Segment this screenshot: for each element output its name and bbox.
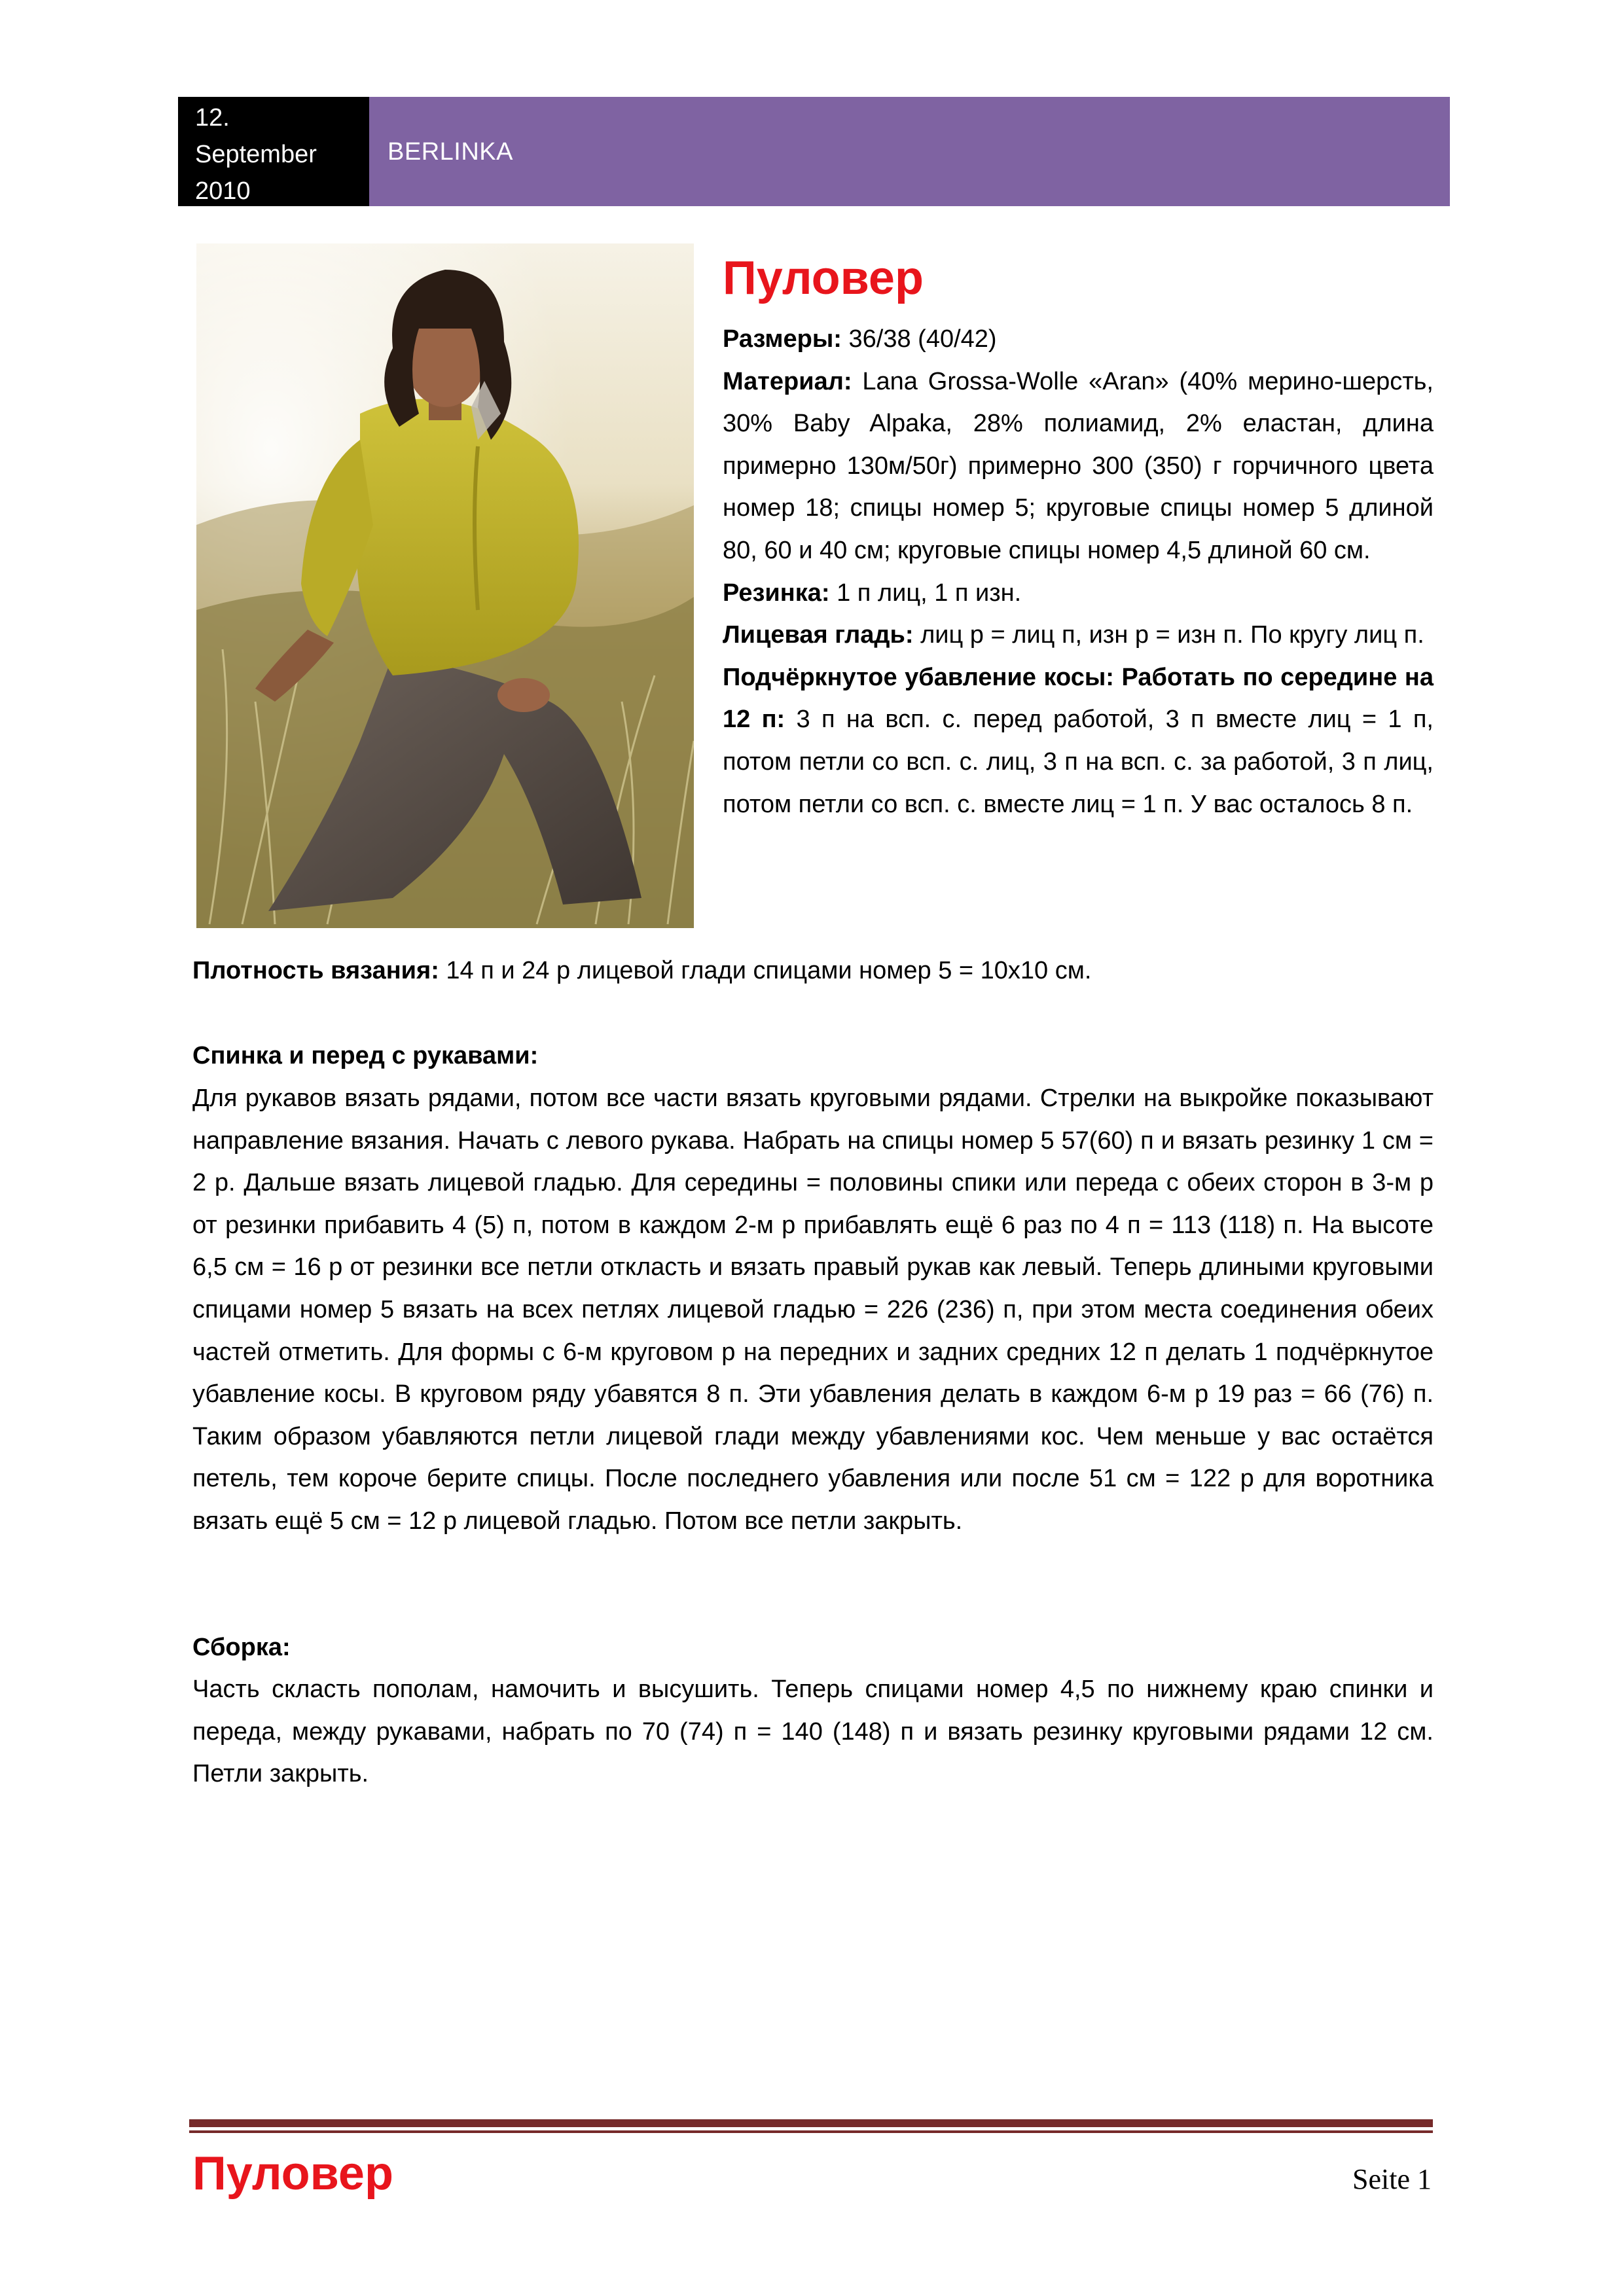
rib-value: 1 п лиц, 1 п изн. xyxy=(829,579,1022,607)
stockinette-label: Лицевая гладь: xyxy=(723,621,914,649)
rib-line xyxy=(723,572,1434,615)
footer-title: Пуловер xyxy=(192,2147,393,2200)
sizes-value: 36/38 (40/42) xyxy=(841,325,997,353)
date-day: 12. xyxy=(195,104,230,132)
assembly-body: Часть скласть пополам, намочить и высушить. Теперь спицами номер 4,5 по нижнему краю спинки и переда, между рукавами, набрать по 70 (74) п = 140 (148) п и вязать резинку круговыми рядами 12 см. Петли закрыть. xyxy=(192,1676,1434,1788)
stockinette-value: лиц р = лиц п, изн р = изн п. По кругу лиц п. xyxy=(913,621,1424,649)
footer-rule-thin xyxy=(189,2130,1433,2133)
cable-value: 3 п на всп. с. перед работой, 3 п вместе лиц = 1 п, потом петли со всп. с. лиц, 3 п на всп. с. за работой, 3 п лиц, потом петли со всп. с. вместе лиц = 1 п. У вас осталось 8 п. xyxy=(723,706,1434,818)
footer-rule-thick xyxy=(189,2119,1433,2127)
specs-block xyxy=(723,318,1434,825)
back-front-heading: Спинка и перед с рукавами: xyxy=(192,1042,539,1069)
header-brand: BERLINKA xyxy=(388,138,513,166)
sizes-label: Размеры: xyxy=(723,325,842,353)
density-line xyxy=(192,950,1434,992)
stockinette-line xyxy=(723,614,1434,656)
material-label: Материал: xyxy=(723,367,852,395)
material-value: Lana Grossa-Wolle «Aran» (40% мерино-шерсть, 30% Baby Alpaka, 28% полиамид, 2% еластан, длина примерно 130м/50г) примерно 300 (350) г горчичного цвета номер 18; спицы номер 5; круговые спицы номер 5 длиной 80, 60 и 40 см; круговые спицы номер 4,5 длиной 60 см. xyxy=(723,367,1434,564)
header-bar xyxy=(369,97,1450,206)
rib-label: Резинка: xyxy=(723,579,830,607)
page-title: Пуловер xyxy=(723,252,924,304)
density-label: Плотность вязания: xyxy=(192,957,439,984)
density-value: 14 п и 24 р лицевой глади спицами номер 5 = 10х10 см. xyxy=(439,957,1092,984)
material-line xyxy=(723,361,1434,572)
photo-woman-yellow-sweater xyxy=(196,243,694,928)
back-front-body: Для рукавов вязать рядами, потом все части вязать круговыми рядами. Стрелки на выкройке показывают направление вязания. Начать с левого рукава. Набрать на спицы номер 5 57(60) п и вязать резинку 1 см = 2 р. Дальше вязать лицевой гладью. Для середины = половины спики или переда с обеих сторон в 3-м р от резинки прибавить 4 (5) п, потом в каждом 2-м р прибавлять ещё 6 раз по 4 п = 113 (118) п. На высоте 6,5 см = 16 р от резинки все петли откласть и вязать правый рукав как левый. Теперь длиными круговыми спицами номер 5 вязать на всех петлях лицевой гладью = 226 (236) п, при этом места соединения обеих частей отметить. Для формы с 6-м круговом р на передних и задних средних 12 п делать 1 подчёркнутое убавление косы. В круговом ряду убавятся 8 п. Эти убавления делать в каждом 6-м р 19 раз = 66 (76) п. Таким образом убавляются петли лицевой глади между убавлениями кос. Чем меньше у вас остаётся петель, тем короче берите спицы. После последнего убавления или после 51 см = 122 р для воротника вязать ещё 5 см = 12 р лицевой гладью. Потом все петли закрыть. xyxy=(192,1085,1434,1535)
sizes-line xyxy=(723,318,1434,361)
page-number: Seite 1 xyxy=(1352,2163,1432,2195)
cable-label: Подчёркнутое убавление косы: Работать по середине на 12 п: xyxy=(723,663,1434,734)
date-month: September xyxy=(195,141,317,168)
date-year: 2010 xyxy=(195,177,251,205)
cable-line xyxy=(723,656,1434,825)
header-date xyxy=(178,97,369,206)
assembly-heading: Сборка: xyxy=(192,1634,291,1661)
